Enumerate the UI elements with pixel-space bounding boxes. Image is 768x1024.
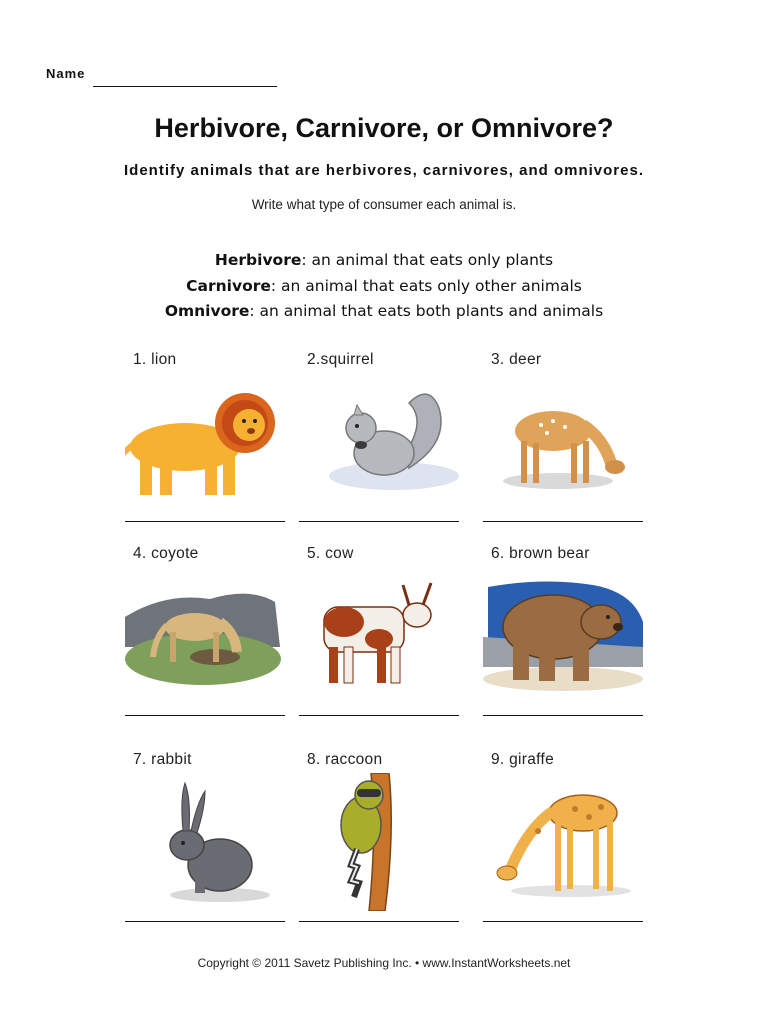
animal-label: 9. giraffe — [491, 751, 555, 768]
answer-line[interactable] — [299, 921, 459, 922]
answer-line[interactable] — [483, 521, 643, 522]
answer-line[interactable] — [299, 715, 459, 716]
answer-line[interactable] — [483, 921, 643, 922]
definition-text: : an animal that eats both plants and animals — [249, 302, 604, 320]
animal-label: 7. rabbit — [133, 751, 192, 768]
animal-label: 1. lion — [133, 351, 177, 368]
answer-line[interactable] — [125, 521, 285, 522]
page-title: Herbivore, Carnivore, or Omnivore? — [154, 113, 614, 143]
answer-line[interactable] — [483, 715, 643, 716]
definition-term: Carnivore — [186, 276, 271, 295]
animal-label: 3. deer — [491, 351, 542, 368]
definitions — [0, 248, 768, 325]
deer-icon — [483, 373, 653, 511]
animal-cell-rabbit — [125, 751, 295, 951]
lion-icon — [125, 373, 295, 511]
animal-label: 5. cow — [307, 545, 354, 562]
rabbit-icon — [125, 773, 295, 911]
instructions: Write what type of consumer each animal is. — [251, 197, 517, 212]
squirrel-icon — [299, 373, 469, 511]
raccoon-icon — [299, 773, 469, 911]
definition-omnivore — [0, 299, 768, 325]
animal-cell-brown-bear — [483, 545, 653, 745]
animal-cell-raccoon — [299, 751, 469, 951]
animal-label: 8. raccoon — [307, 751, 383, 768]
definition-carnivore — [0, 274, 768, 300]
coyote-icon — [125, 567, 295, 705]
answer-line[interactable] — [125, 715, 285, 716]
animal-cell-cow — [299, 545, 469, 745]
page-subtitle: Identify animals that are herbivores, carnivores, and omnivores. — [124, 162, 644, 179]
cow-icon — [299, 567, 469, 705]
definition-text: : an animal that eats only plants — [301, 251, 554, 269]
animal-label: 6. brown bear — [491, 545, 590, 562]
definition-herbivore — [0, 248, 768, 274]
animal-cell-squirrel — [299, 351, 469, 551]
animal-cell-lion — [125, 351, 295, 551]
copyright-footer: Copyright © 2011 Savetz Publishing Inc. • www.InstantWorksheets.net — [197, 956, 571, 970]
giraffe-icon — [483, 773, 653, 911]
animal-cell-coyote — [125, 545, 295, 745]
answer-line[interactable] — [299, 521, 459, 522]
animal-cell-giraffe — [483, 751, 653, 951]
name-line[interactable] — [93, 86, 277, 87]
answer-line[interactable] — [125, 921, 285, 922]
animal-cell-deer — [483, 351, 653, 551]
animal-label: 2.squirrel — [307, 351, 374, 368]
definition-term: Omnivore — [164, 302, 250, 320]
animal-label: 4. coyote — [133, 545, 199, 562]
brown-bear-icon — [483, 567, 653, 705]
definition-text: : an animal that eats only other animals — [270, 276, 582, 295]
name-label: Name — [46, 66, 86, 81]
definition-term: Herbivore — [214, 251, 302, 269]
